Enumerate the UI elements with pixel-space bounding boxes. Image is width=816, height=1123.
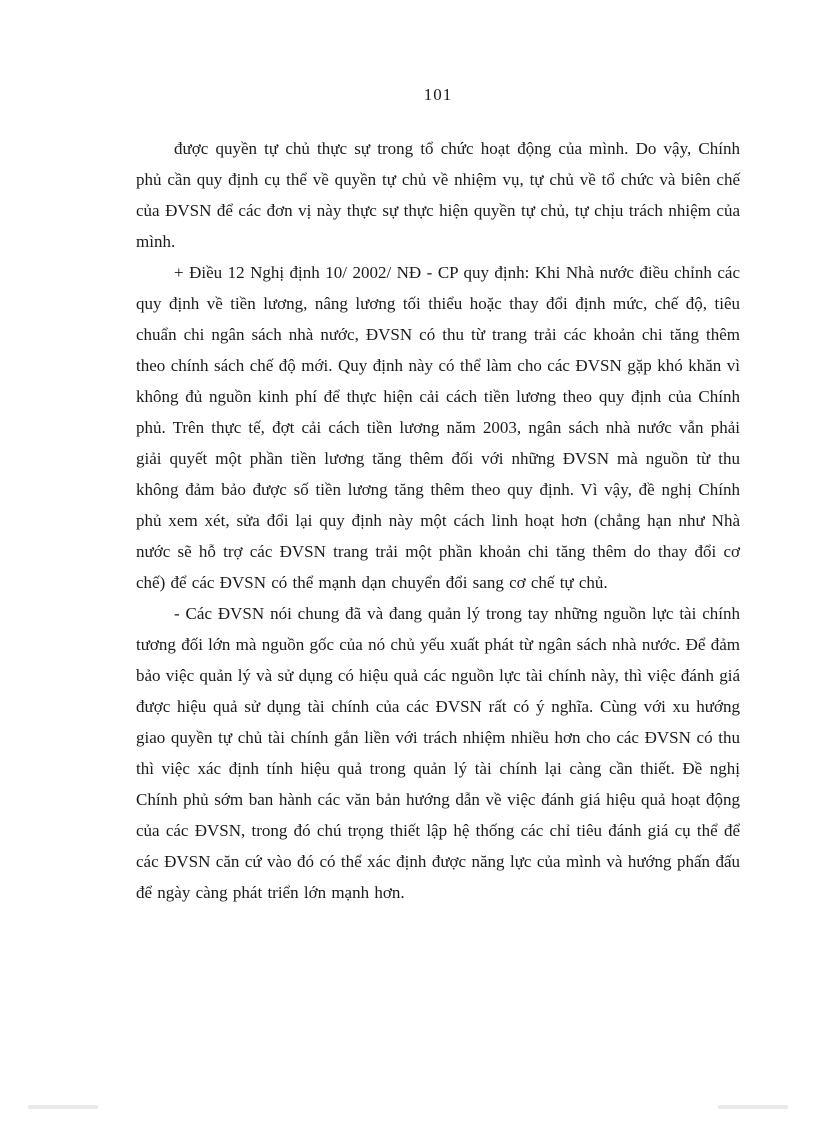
paragraph-tu-chu: được quyền tự chủ thực sự trong tổ chức hoạt động của mình. Do vậy, Chính phủ cần quy định cụ thể về quyền tự chủ về nhiệm vụ, tự chủ về tổ chức và biên chế của ĐVSN để các đơn vị này thực sự thực hiện quyền tự chủ, tự chịu trách nhiệm của mình. (136, 139, 740, 251)
scan-artifact-right (718, 1105, 788, 1109)
document-body (136, 133, 740, 908)
page-number: 101 (423, 85, 453, 104)
paragraph-quan-ly-nguon-luc: - Các ĐVSN nói chung đã và đang quản lý trong tay những nguồn lực tài chính tương đối lớn mà nguồn gốc của nó chủ yếu xuất phát từ ngân sách nhà nước. Để đảm bảo việc quản lý và sử dụng có hiệu quả các nguồn lực tài chính này, thì việc đánh giá được hiệu quả sử dụng tài chính của các ĐVSN rất có ý nghĩa. Cùng với xu hướng giao quyền tự chủ tài chính gắn liền với trách nhiệm nhiều hơn cho các ĐVSN có thu thì việc xác định tính hiệu quả trong quản lý tài chính lại càng cần thiết. Đề nghị Chính phủ sớm ban hành các văn bản hướng dẫn về việc đánh giá hiệu quả hoạt động của các ĐVSN, trong đó chú trọng thiết lập hệ thống các chỉ tiêu đánh giá cụ thể để các ĐVSN căn cứ vào đó có thể xác định được năng lực của mình và hướng phấn đấu để ngày càng phát triển lớn mạnh hơn. (136, 604, 740, 902)
scan-artifact-left (28, 1105, 98, 1109)
paragraph-dieu-12: + Điều 12 Nghị định 10/ 2002/ NĐ - CP quy định: Khi Nhà nước điều chỉnh các quy định về tiền lương, nâng lương tối thiểu hoặc thay đổi định mức, chế độ, tiêu chuẩn chi ngân sách nhà nước, ĐVSN có thu từ trang trải các khoản chi tăng thêm theo chính sách chế độ mới. Quy định này có thể làm cho các ĐVSN gặp khó khăn vì không đủ nguồn kinh phí để thực hiện cải cách tiền lương theo quy định của Chính phủ. Trên thực tế, đợt cải cách tiền lương năm 2003, ngân sách nhà nước vẫn phải giải quyết một phần tiền lương tăng thêm đối với những ĐVSN mà nguồn từ thu không đảm bảo được số tiền lương tăng thêm theo quy định. Vì vậy, đề nghị Chính phủ xem xét, sửa đổi lại quy định này một cách linh hoạt hơn (chẳng hạn như Nhà nước sẽ hỗ trợ các ĐVSN trang trải một phần khoản chi tăng thêm do thay đổi cơ chế) để các ĐVSN có thể mạnh dạn chuyển đổi sang cơ chế tự chủ. (136, 263, 740, 592)
